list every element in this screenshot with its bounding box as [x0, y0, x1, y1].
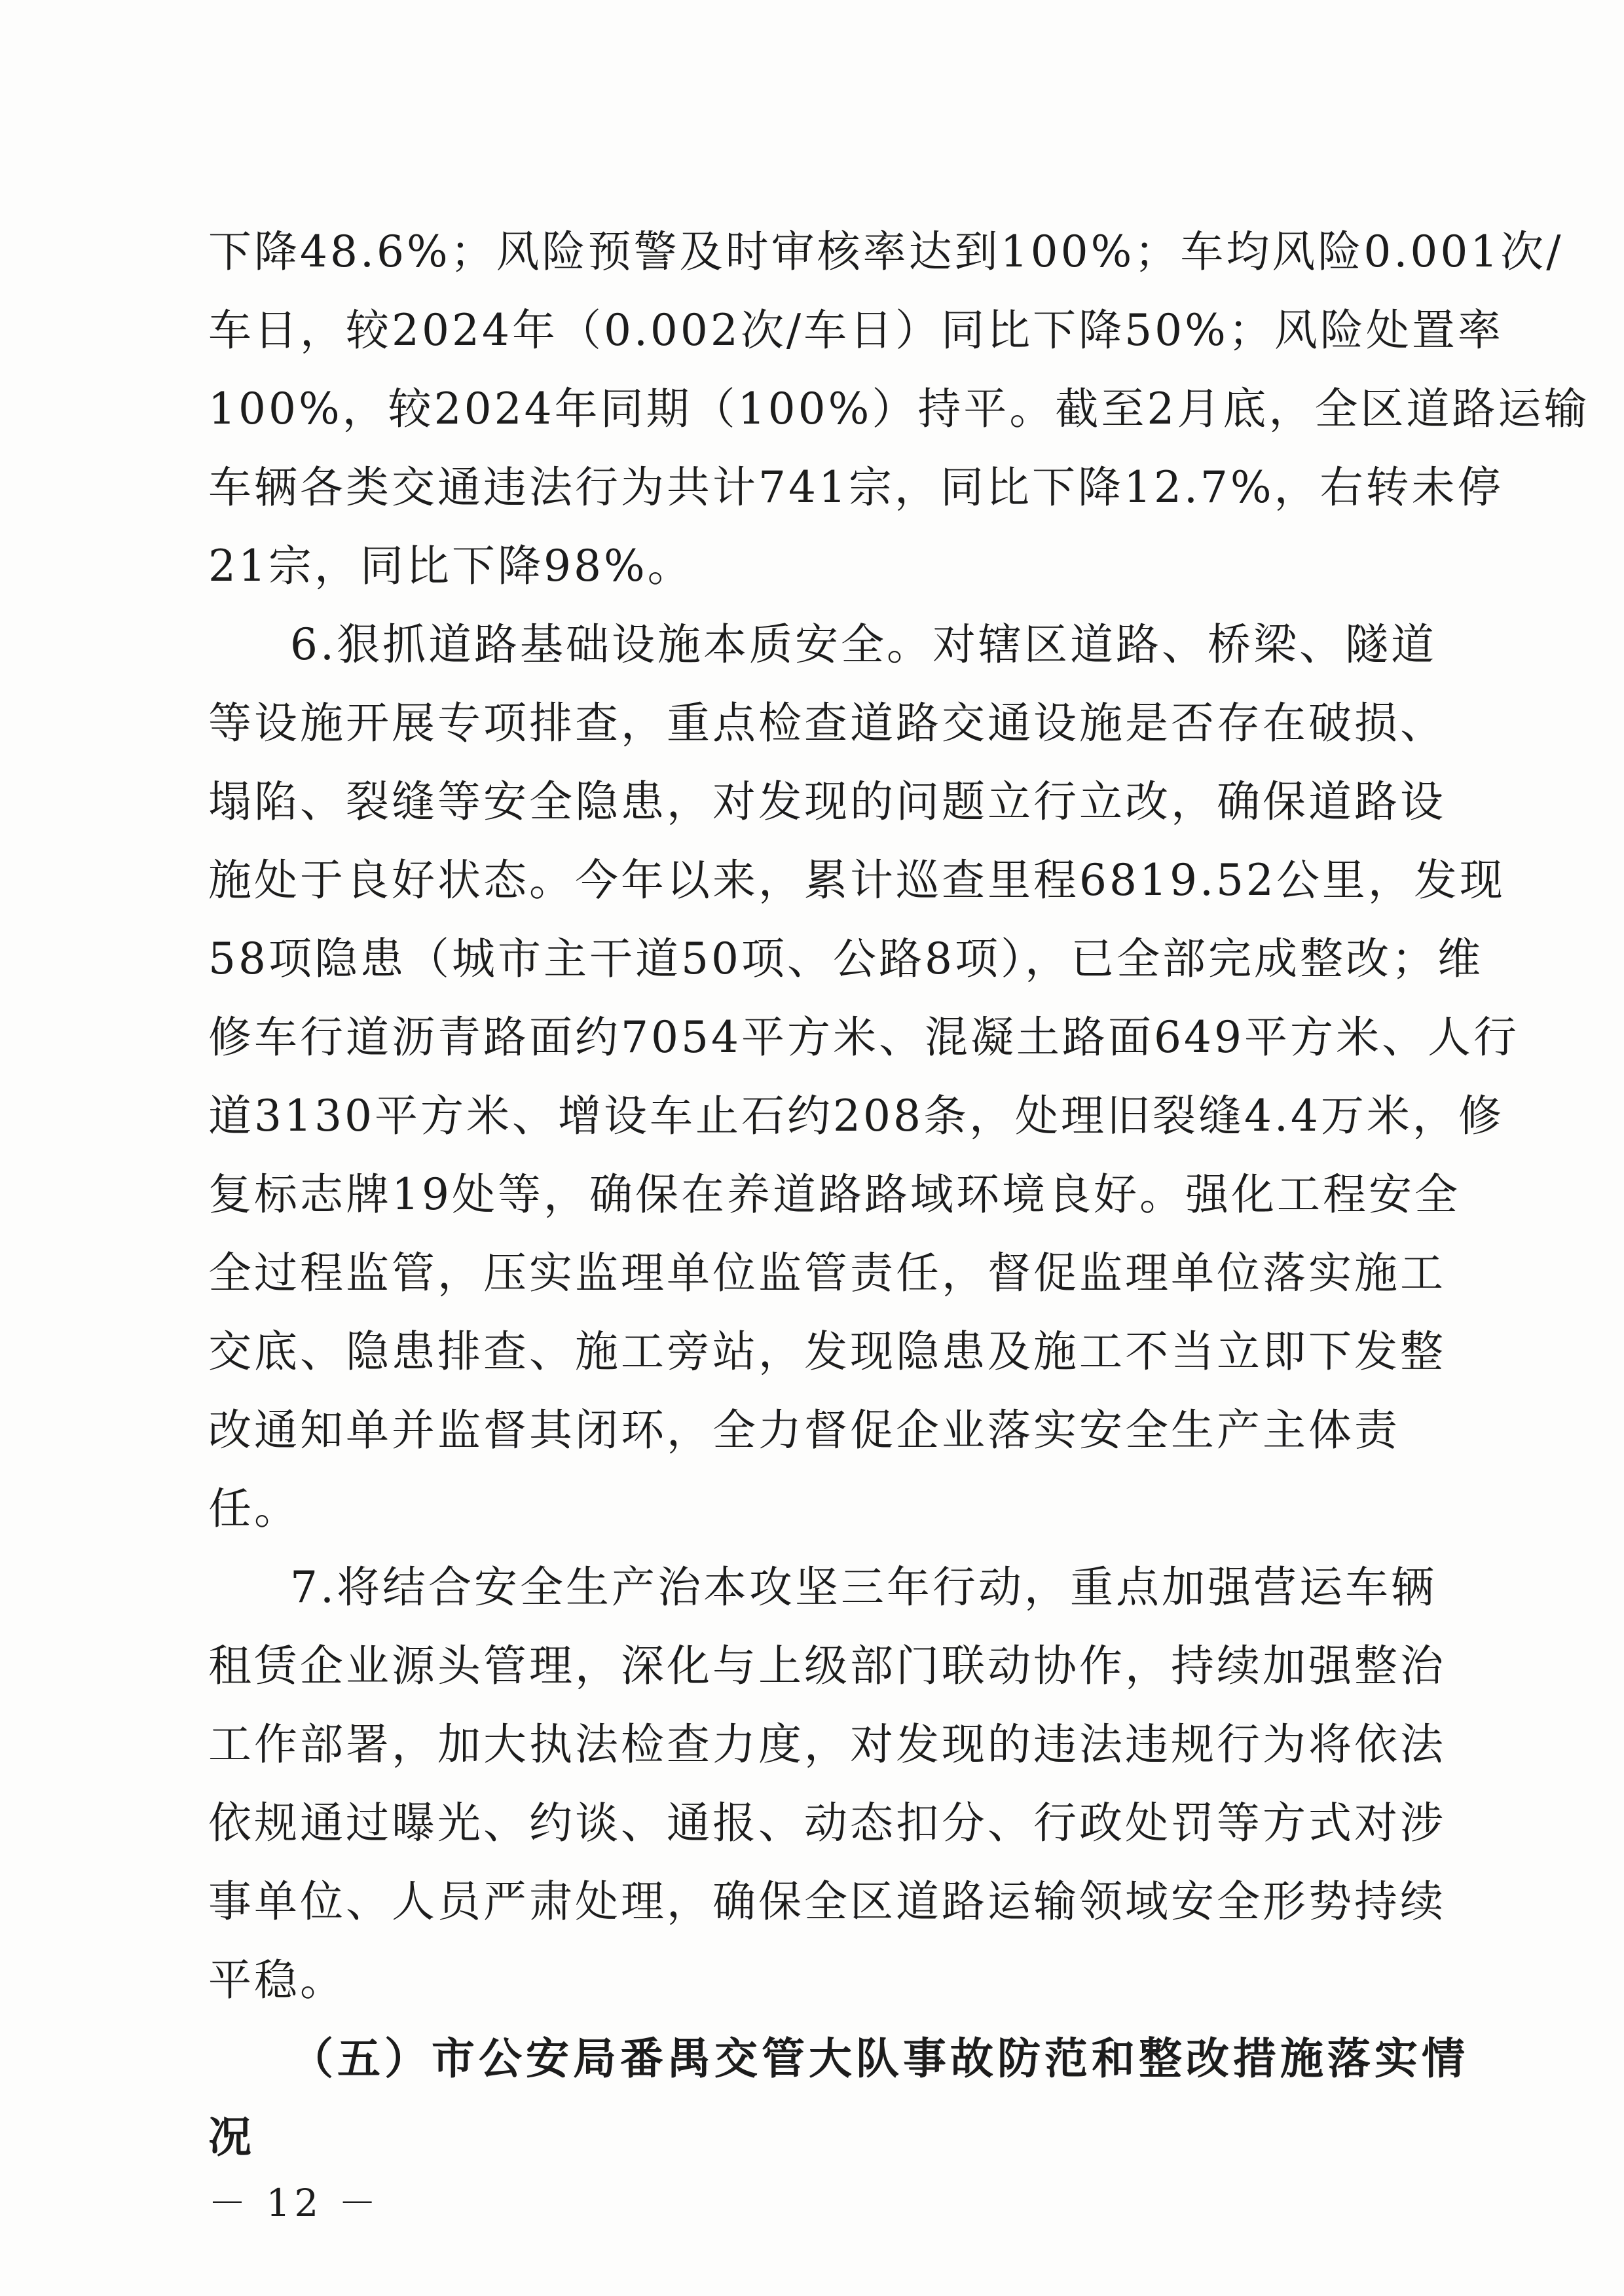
text-line: 修车行道沥青路面约7054平方米、混凝土路面649平方米、人行 [208, 1012, 1519, 1063]
text-line: 全过程监管，压实监理单位监管责任，督促监理单位落实施工 [208, 1248, 1446, 1298]
text-line: 58项隐患（城市主干道50项、公路8项），已全部完成整改；维 [208, 934, 1483, 984]
text-line: 任。 [208, 1484, 300, 1534]
text-line: 施处于良好状态。今年以来，累计巡查里程6819.52公里，发现 [208, 855, 1505, 905]
text-line: 平稳。 [208, 1955, 346, 2005]
text-line: 6.狠抓道路基础设施本质安全。对辖区道路、桥梁、隧道 [290, 619, 1437, 670]
page-number: － 12 － [208, 2181, 380, 2225]
text-line: 塌陷、裂缝等安全隐患，对发现的问题立行立改，确保道路设 [208, 776, 1446, 827]
text-line: 道3130平方米、增设车止石约208条，处理旧裂缝4.4万米，修 [208, 1091, 1504, 1141]
text-line: 等设施开展专项排查，重点检查道路交通设施是否存在破损、 [208, 698, 1446, 748]
text-line: 租赁企业源头管理，深化与上级部门联动协作，持续加强整治 [208, 1641, 1446, 1691]
section-heading-continuation: 况 [208, 2112, 255, 2162]
text-line: 复标志牌19处等，确保在养道路路域环境良好。强化工程安全 [208, 1169, 1460, 1220]
text-line: 7.将结合安全生产治本攻坚三年行动，重点加强营运车辆 [290, 1562, 1437, 1613]
text-line: 21宗，同比下降98%。 [208, 541, 693, 591]
text-line: 事单位、人员严肃处理，确保全区道路运输领域安全形势持续 [208, 1876, 1446, 1927]
text-line: 100%，较2024年同期（100%）持平。截至2月底，全区道路运输 [208, 384, 1590, 434]
text-line: 下降48.6%；风险预警及时审核率达到100%；车均风险0.001次/ [208, 227, 1564, 277]
text-line: 车辆各类交通违法行为共计741宗，同比下降12.7%，右转未停 [208, 462, 1504, 513]
text-line: 车日，较2024年（0.002次/车日）同比下降50%；风险处置率 [208, 305, 1504, 355]
text-line: 交底、隐患排查、施工旁站，发现隐患及施工不当立即下发整 [208, 1326, 1446, 1377]
text-line: 工作部署，加大执法检查力度，对发现的违法违规行为将依法 [208, 1719, 1446, 1770]
text-line: 改通知单并监督其闭环，全力督促企业落实安全生产主体责 [208, 1405, 1400, 1455]
text-line: 依规通过曝光、约谈、通报、动态扣分、行政处罚等方式对涉 [208, 1798, 1446, 1848]
body-text [208, 0, 1590, 2296]
section-heading: （五）市公安局番禺交管大队事故防范和整改措施落实情 [290, 2033, 1469, 2084]
